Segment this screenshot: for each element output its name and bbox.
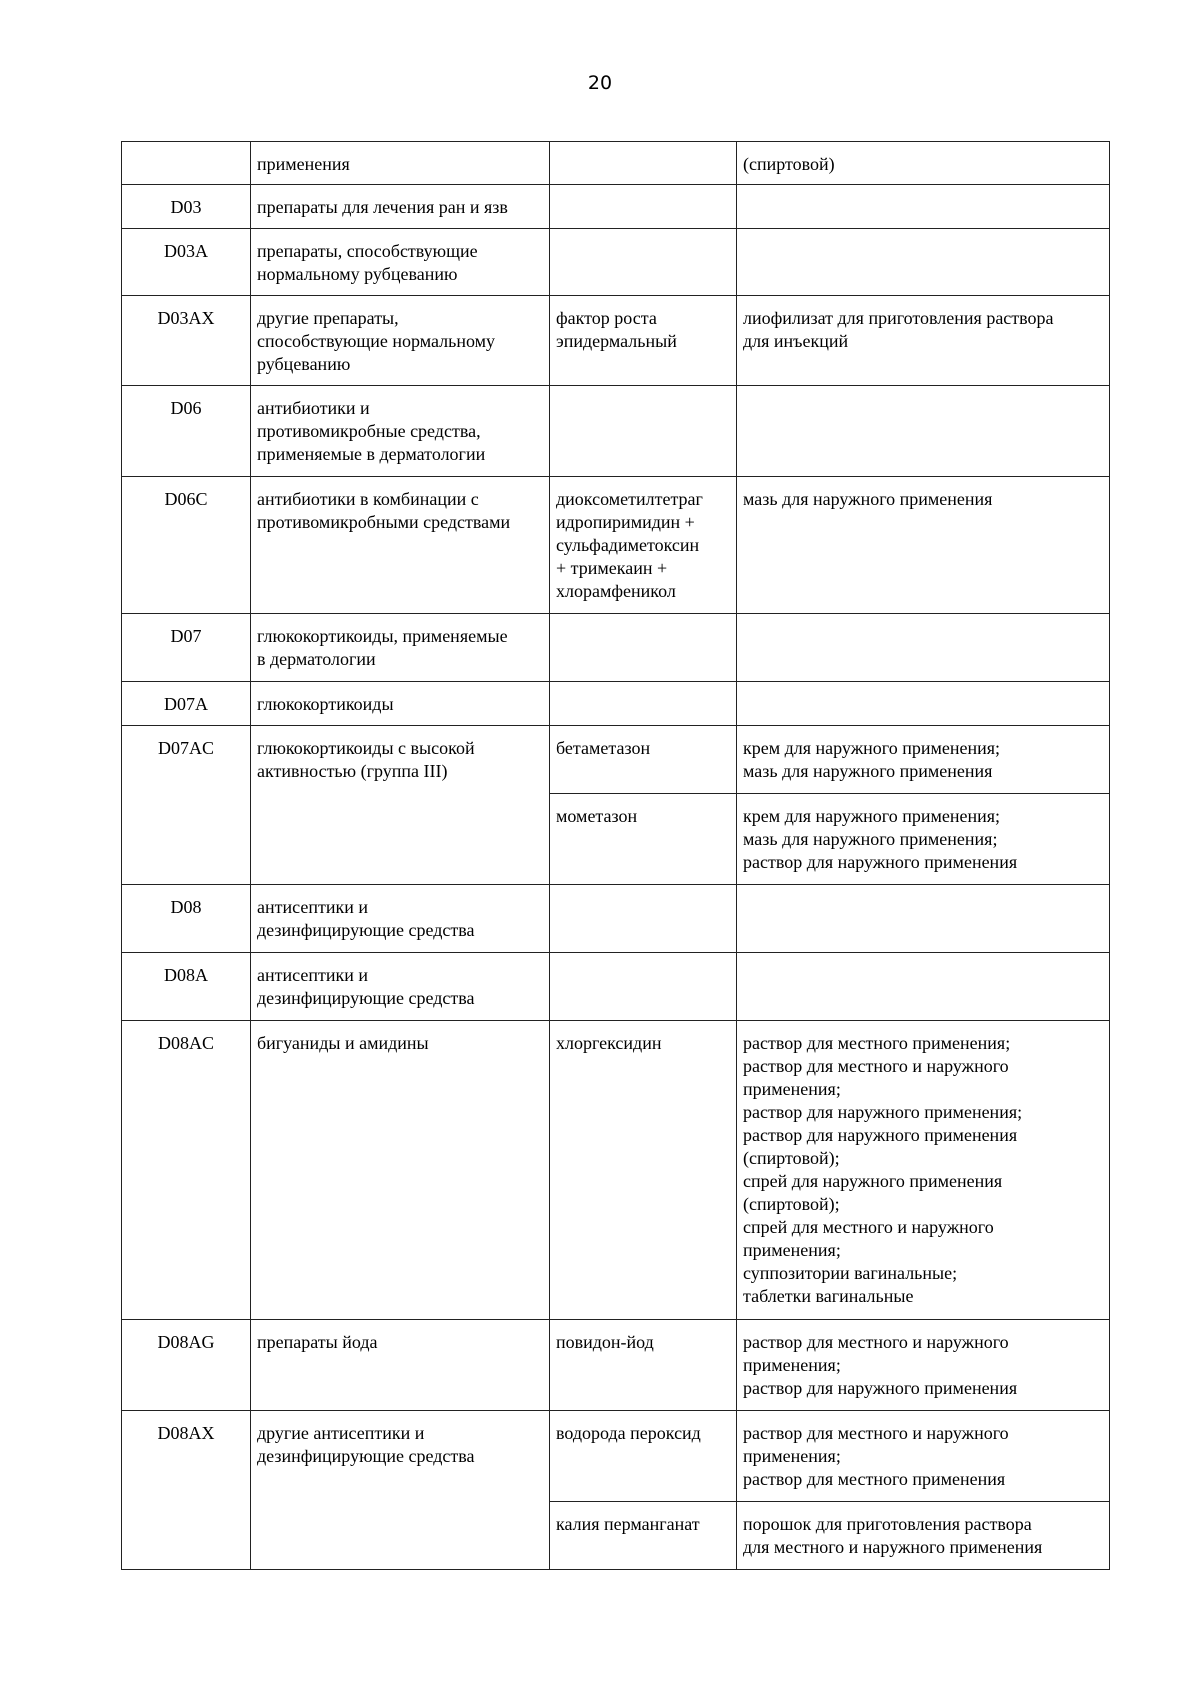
group-cell: глюкокортикоиды с высокой активностью (группа III): [251, 726, 550, 885]
dosage-form-cell: раствор для местного применения; раствор для местного и наружного применения; раствор для наружного применения; раствор для наружного применения (спиртовой); спрей для наружного применения (спиртовой); спрей для местного и наружного применения; суппозитории вагинальные; таблетки вагинальные: [737, 1021, 1110, 1320]
dosage-form-cell: [737, 614, 1110, 682]
group-cell: применения: [251, 142, 550, 185]
table-row: [122, 885, 1110, 953]
atc-code-cell: [122, 142, 251, 185]
table-row: [122, 477, 1110, 614]
page-number: 20: [587, 72, 613, 94]
atc-code-cell: D08: [122, 885, 251, 953]
group-cell: другие препараты, способствующие нормальному рубцеванию: [251, 296, 550, 386]
drug-cell: повидон-йод: [550, 1320, 737, 1411]
atc-code-cell: D08AC: [122, 1021, 251, 1320]
drug-cell: диоксометилтетраг идропиримидин + сульфадиметоксин + тримекаин + хлорамфеникол: [550, 477, 737, 614]
atc-code-cell: D07A: [122, 682, 251, 726]
dosage-form-cell: [737, 953, 1110, 1021]
atc-code-cell: D03A: [122, 229, 251, 296]
group-cell: препараты, способствующие нормальному рубцеванию: [251, 229, 550, 296]
dosage-form-cell: (спиртовой): [737, 142, 1110, 185]
dosage-form-cell: мазь для наружного применения: [737, 477, 1110, 614]
drug-cell: [550, 386, 737, 477]
drug-table: [121, 141, 1110, 1570]
table-row: [122, 1320, 1110, 1411]
drug-cell: фактор роста эпидермальный: [550, 296, 737, 386]
group-cell: препараты йода: [251, 1320, 550, 1411]
dosage-form-cell: раствор для местного и наружного применения; раствор для местного применения: [737, 1411, 1110, 1502]
table-row: [122, 185, 1110, 229]
drug-cell: [550, 185, 737, 229]
table-row: [122, 296, 1110, 386]
atc-code-cell: D06: [122, 386, 251, 477]
group-cell: другие антисептики и дезинфицирующие средства: [251, 1411, 550, 1570]
group-cell: глюкокортикоиды, применяемые в дерматологии: [251, 614, 550, 682]
group-cell: бигуаниды и амидины: [251, 1021, 550, 1320]
dosage-form-cell: [737, 682, 1110, 726]
atc-code-cell: D08AG: [122, 1320, 251, 1411]
dosage-form-cell: крем для наружного применения; мазь для наружного применения; раствор для наружного применения: [737, 794, 1110, 885]
dosage-form-cell: крем для наружного применения; мазь для наружного применения: [737, 726, 1110, 794]
table-row: [122, 142, 1110, 185]
atc-code-cell: D07AC: [122, 726, 251, 885]
drug-cell: [550, 953, 737, 1021]
atc-code-cell: D03AX: [122, 296, 251, 386]
dosage-form-cell: [737, 229, 1110, 296]
atc-code-cell: D06C: [122, 477, 251, 614]
group-cell: антибиотики в комбинации с противомикробными средствами: [251, 477, 550, 614]
table-row: [122, 614, 1110, 682]
drug-cell: [550, 142, 737, 185]
dosage-form-cell: лиофилизат для приготовления раствора для инъекций: [737, 296, 1110, 386]
dosage-form-cell: [737, 885, 1110, 953]
table-row: [122, 1411, 1110, 1502]
atc-code-cell: D08A: [122, 953, 251, 1021]
dosage-form-cell: раствор для местного и наружного применения; раствор для наружного применения: [737, 1320, 1110, 1411]
dosage-form-cell: [737, 386, 1110, 477]
table-row: [122, 386, 1110, 477]
table-row: [122, 229, 1110, 296]
drug-cell: бетаметазон: [550, 726, 737, 794]
group-cell: антисептики и дезинфицирующие средства: [251, 885, 550, 953]
table-row: [122, 726, 1110, 794]
drug-cell: водорода пероксид: [550, 1411, 737, 1502]
group-cell: препараты для лечения ран и язв: [251, 185, 550, 229]
atc-code-cell: D07: [122, 614, 251, 682]
table-row: [122, 682, 1110, 726]
dosage-form-cell: [737, 185, 1110, 229]
table-row: [122, 1021, 1110, 1320]
atc-code-cell: D03: [122, 185, 251, 229]
dosage-form-cell: порошок для приготовления раствора для местного и наружного применения: [737, 1502, 1110, 1570]
group-cell: антисептики и дезинфицирующие средства: [251, 953, 550, 1021]
drug-cell: [550, 229, 737, 296]
drug-cell: калия перманганат: [550, 1502, 737, 1570]
drug-cell: [550, 682, 737, 726]
table-row: [122, 953, 1110, 1021]
atc-code-cell: D08AX: [122, 1411, 251, 1570]
group-cell: глюкокортикоиды: [251, 682, 550, 726]
drug-cell: [550, 614, 737, 682]
group-cell: антибиотики и противомикробные средства, применяемые в дерматологии: [251, 386, 550, 477]
drug-cell: хлоргексидин: [550, 1021, 737, 1320]
drug-cell: [550, 885, 737, 953]
drug-cell: мометазон: [550, 794, 737, 885]
